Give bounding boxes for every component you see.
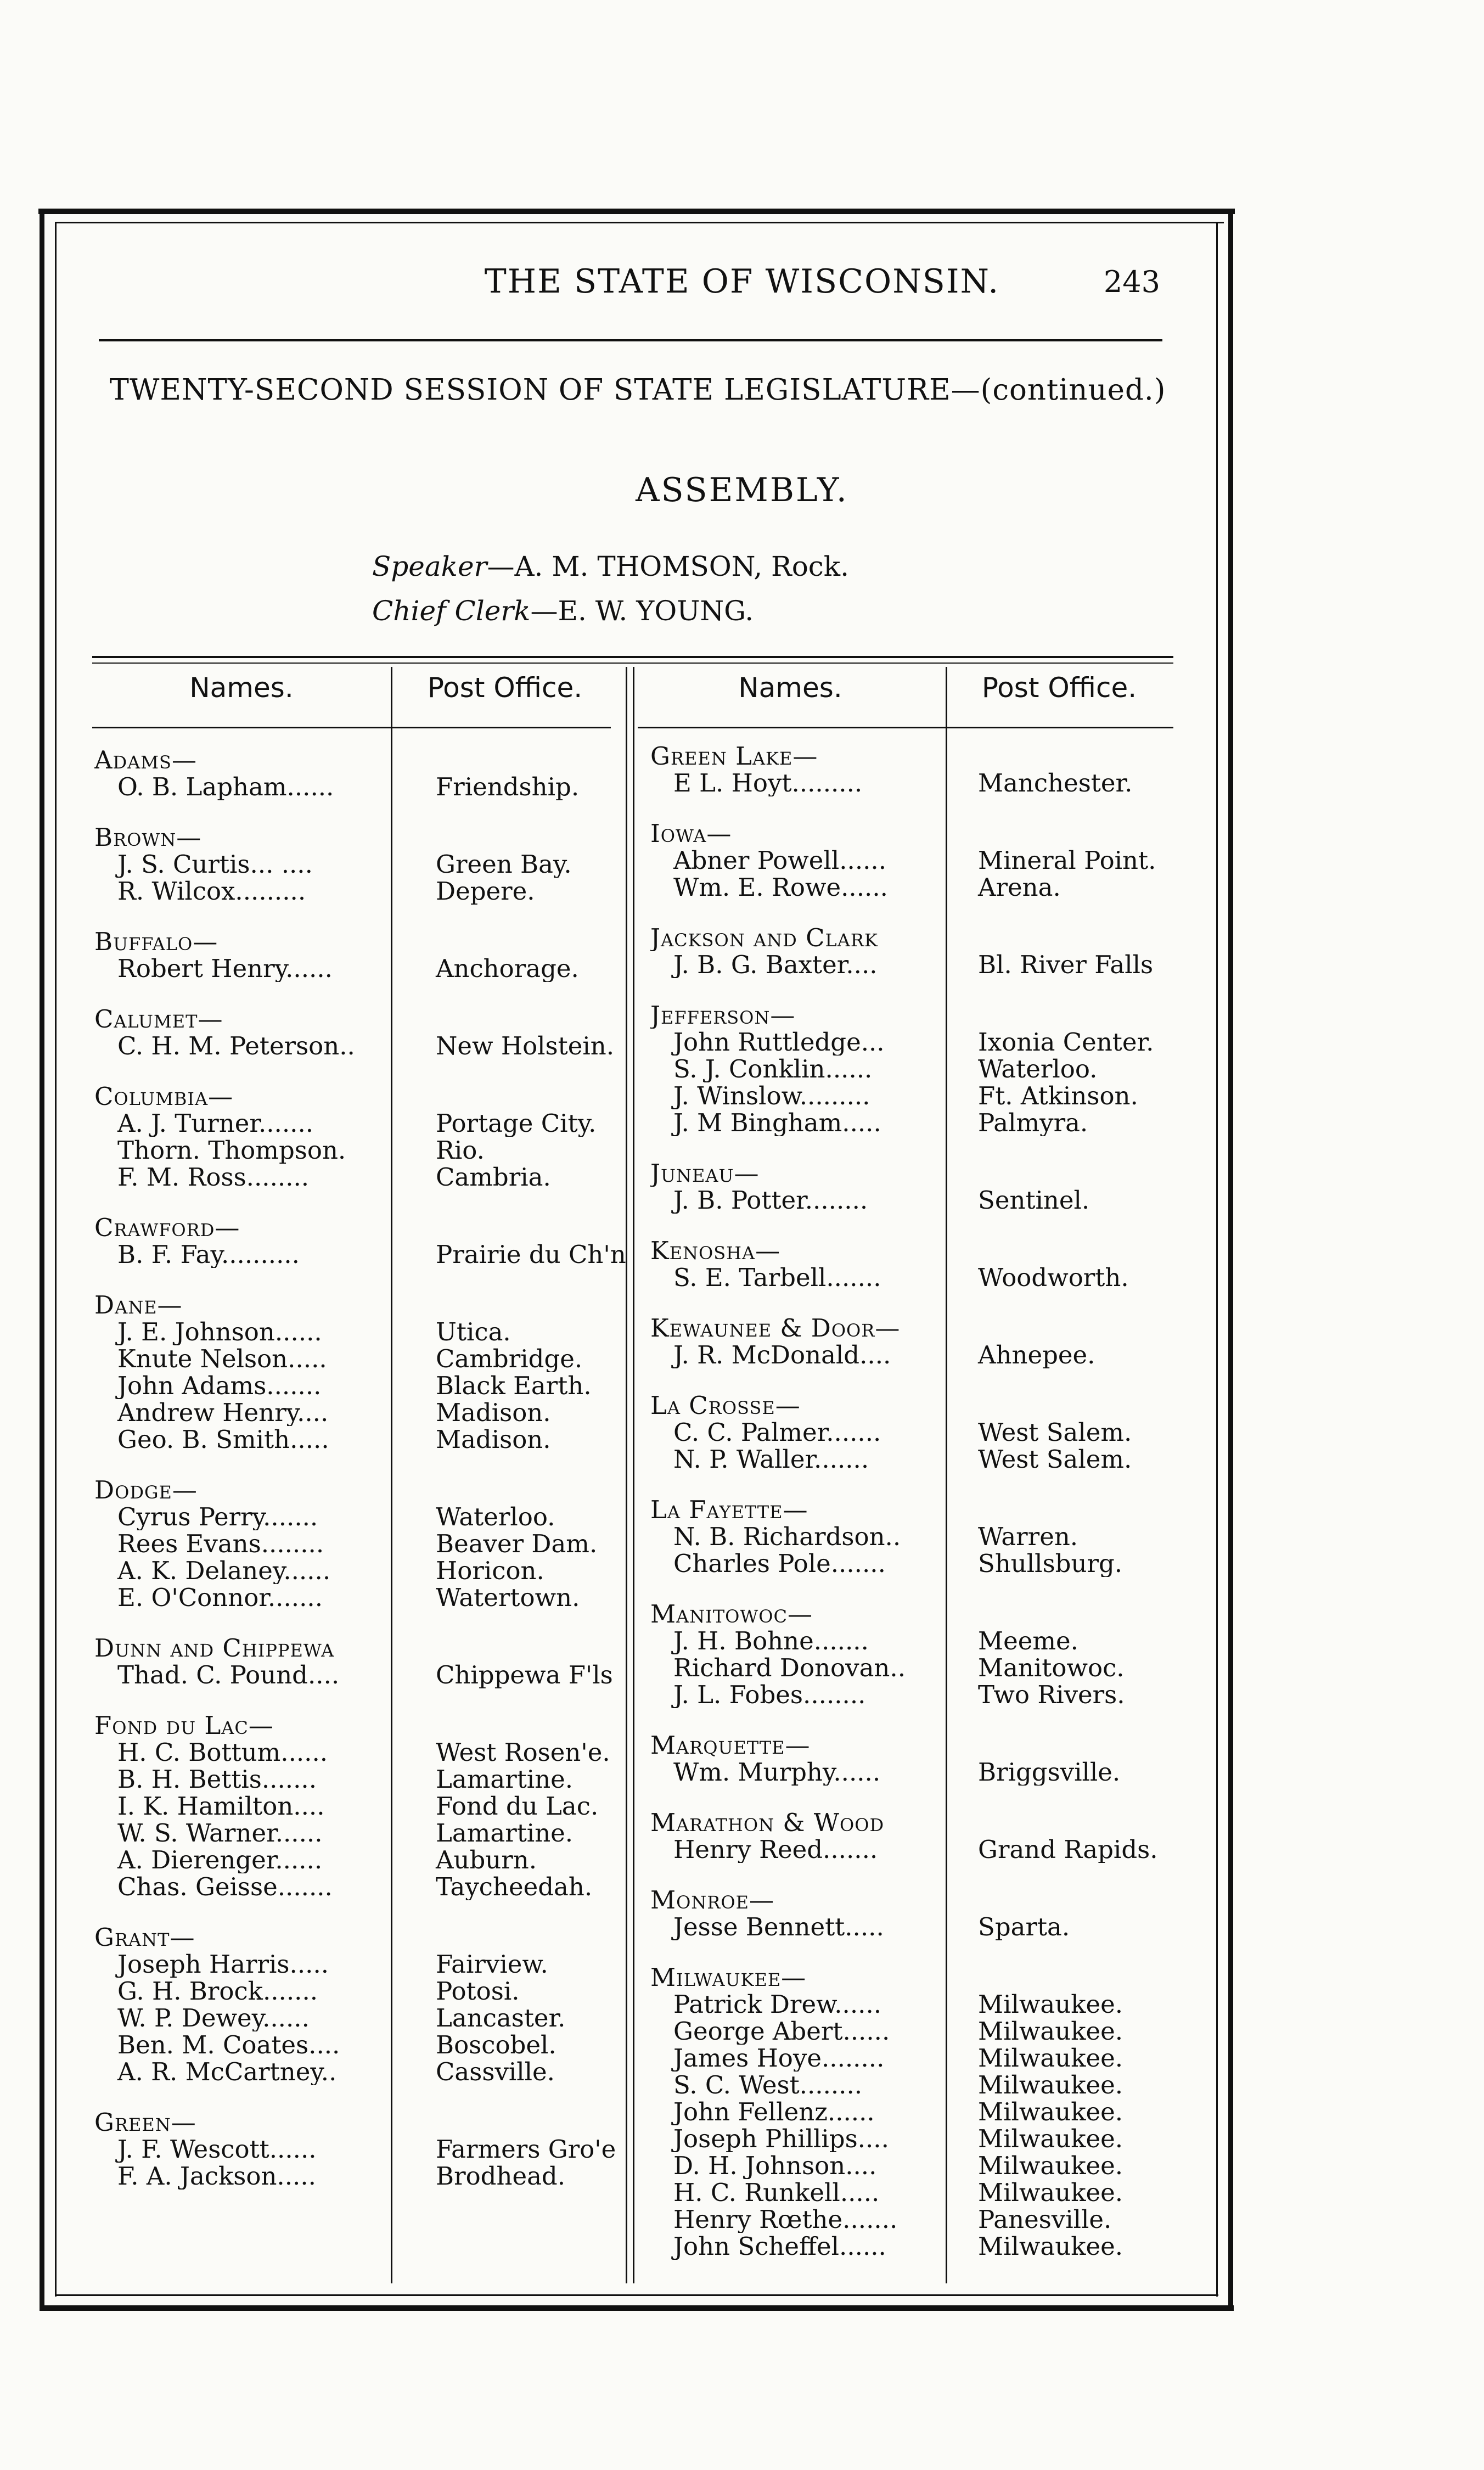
member-name: Wm. E. Rowe...... <box>673 874 888 901</box>
member-row <box>94 2005 672 2031</box>
member-name: Wm. Murphy...... <box>673 1759 881 1786</box>
member-post-office: Waterloo. <box>436 1503 555 1530</box>
group-spacer <box>94 1268 672 1292</box>
county-heading <box>650 1160 1198 1187</box>
group-spacer <box>650 901 1198 924</box>
member-post-office: Shullsburg. <box>978 1550 1123 1577</box>
member-name: N. B. Richardson.. <box>673 1523 901 1550</box>
member-name: Henry Reed....... <box>673 1836 878 1863</box>
member-name: H. C. Bottum...... <box>117 1739 328 1766</box>
member-row <box>650 1029 1198 1056</box>
member-row <box>94 2163 672 2190</box>
page-number: 243 <box>1103 265 1160 299</box>
member-post-office: Manitowoc. <box>978 1654 1125 1681</box>
member-post-office: Watertown. <box>436 1584 580 1611</box>
member-post-office: Milwaukee. <box>978 2098 1123 2125</box>
member-row <box>94 1110 672 1137</box>
member-post-office: Friendship. <box>436 773 580 800</box>
right-header-underline <box>638 727 1173 728</box>
member-name: Andrew Henry.... <box>117 1399 329 1426</box>
member-name: W. P. Dewey...... <box>117 2005 310 2031</box>
county-name: Brown— <box>94 824 202 851</box>
member-name: G. H. Brock....... <box>117 1978 318 2005</box>
member-post-office: Bl. River Falls <box>978 951 1154 978</box>
member-name: John Adams....... <box>117 1372 322 1399</box>
member-name: John Ruttledge... <box>673 1029 885 1056</box>
member-name: D. H. Johnson.... <box>673 2152 877 2179</box>
member-post-office: Two Rivers. <box>978 1681 1125 1708</box>
chief-clerk-line <box>372 595 754 627</box>
member-post-office: Milwaukee. <box>978 2018 1123 2045</box>
left-header-underline <box>92 727 611 728</box>
county-heading <box>94 1477 672 1503</box>
group-spacer <box>94 2085 672 2109</box>
member-name: Chas. Geisse....... <box>117 1873 333 1900</box>
member-row <box>94 1766 672 1793</box>
member-name: Abner Powell...... <box>673 847 887 874</box>
member-row <box>650 2045 1198 2072</box>
county-name: Adams— <box>94 746 197 773</box>
member-row <box>94 1978 672 2005</box>
county-name: Calumet— <box>94 1006 223 1032</box>
chief-clerk-value: —E. W. YOUNG. <box>530 595 754 627</box>
member-name: S. J. Conklin...... <box>673 1056 873 1082</box>
member-name: O. B. Lapham...... <box>117 773 334 800</box>
county-name: Juneau— <box>650 1160 760 1187</box>
county-heading <box>650 1237 1198 1264</box>
member-name: R. Wilcox......... <box>117 878 306 905</box>
county-heading <box>94 824 672 851</box>
frame-left-outer-rule <box>40 209 44 2311</box>
member-post-office: Milwaukee. <box>978 1991 1123 2018</box>
member-row <box>94 1820 672 1846</box>
member-row <box>94 1661 672 1688</box>
member-name: J. B. G. Baxter.... <box>673 951 878 978</box>
speaker-value: —A. M. THOMSON, Rock. <box>487 551 849 582</box>
member-post-office: Palmyra. <box>978 1109 1088 1136</box>
member-post-office: Boscobel. <box>436 2031 556 2058</box>
header-rule <box>99 339 1162 341</box>
group-spacer <box>94 1900 672 1924</box>
member-name: W. S. Warner...... <box>117 1820 323 1846</box>
county-heading <box>650 1002 1198 1029</box>
member-row <box>94 2058 672 2085</box>
member-name: Joseph Harris..... <box>117 1951 329 1978</box>
county-name: Jefferson— <box>650 1002 796 1029</box>
member-row <box>94 1793 672 1820</box>
county-heading <box>650 1964 1198 1991</box>
county-heading <box>650 1315 1198 1341</box>
member-post-office: Madison. <box>436 1426 551 1453</box>
member-name: Cyrus Perry....... <box>117 1503 318 1530</box>
member-name: Joseph Phillips.... <box>673 2125 889 2152</box>
member-post-office: Milwaukee. <box>978 2125 1123 2152</box>
member-row <box>94 1584 672 1611</box>
member-row <box>94 878 672 905</box>
member-row <box>94 1846 672 1873</box>
member-name: J. F. Wescott...... <box>117 2136 317 2163</box>
member-post-office: West Rosen'e. <box>436 1739 610 1766</box>
member-post-office: Milwaukee. <box>978 2233 1123 2260</box>
member-name: J. H. Bohne....... <box>673 1627 869 1654</box>
group-spacer <box>650 1786 1198 1809</box>
county-heading <box>94 1924 672 1951</box>
member-name: A. Dierenger...... <box>117 1846 323 1873</box>
member-name: E L. Hoyt......... <box>673 770 863 796</box>
member-post-office: Portage City. <box>436 1110 597 1137</box>
group-spacer <box>94 1453 672 1477</box>
group-spacer <box>650 1473 1198 1496</box>
member-name: J. B. Potter........ <box>673 1187 868 1214</box>
member-row <box>650 1991 1198 2018</box>
member-post-office: Lancaster. <box>436 2005 566 2031</box>
member-name: George Abert...... <box>673 2018 890 2045</box>
frame-right-inner-rule <box>1216 222 1218 2297</box>
member-row <box>94 1372 672 1399</box>
member-post-office: Rio. <box>436 1137 485 1164</box>
speaker-line <box>372 551 849 582</box>
member-name: J. Winslow......... <box>673 1082 870 1109</box>
member-post-office: Milwaukee. <box>978 2179 1123 2206</box>
county-name: Dunn and Chippewa <box>94 1635 335 1661</box>
county-heading <box>650 1887 1198 1913</box>
member-post-office: West Salem. <box>978 1446 1132 1473</box>
county-name: Crawford— <box>94 1214 240 1241</box>
member-post-office: Horicon. <box>436 1557 544 1584</box>
member-name: A. K. Delaney...... <box>117 1557 331 1584</box>
member-row <box>650 951 1198 978</box>
member-name: J. S. Curtis... .... <box>117 851 313 878</box>
frame-bottom-inner-rule <box>55 2294 1218 2296</box>
member-row <box>650 847 1198 874</box>
member-post-office: Utica. <box>436 1318 511 1345</box>
member-post-office: Ft. Atkinson. <box>978 1082 1138 1109</box>
member-post-office: New Holstein. <box>436 1032 615 1059</box>
member-post-office: Meeme. <box>978 1627 1078 1654</box>
member-row <box>650 2018 1198 2045</box>
member-name: I. K. Hamilton.... <box>117 1793 325 1820</box>
member-row <box>94 1032 672 1059</box>
group-spacer <box>94 1611 672 1635</box>
county-heading <box>94 1292 672 1318</box>
member-name: Geo. B. Smith..... <box>117 1426 329 1453</box>
county-name: La Crosse— <box>650 1392 801 1419</box>
member-name: Robert Henry...... <box>117 955 333 982</box>
county-heading <box>94 928 672 955</box>
member-name: H. C. Runkell..... <box>673 2179 880 2206</box>
member-post-office: Fairview. <box>436 1951 548 1978</box>
county-heading <box>650 1496 1198 1523</box>
member-row <box>650 1056 1198 1082</box>
county-heading <box>94 1006 672 1032</box>
member-row <box>650 2152 1198 2179</box>
county-name: Milwaukee— <box>650 1964 807 1991</box>
member-row <box>650 1341 1198 1368</box>
member-post-office: Beaver Dam. <box>436 1530 598 1557</box>
county-heading <box>650 924 1198 951</box>
member-name: S. C. West........ <box>673 2072 863 2098</box>
member-post-office: West Salem. <box>978 1419 1132 1446</box>
group-spacer <box>650 1708 1198 1732</box>
county-name: Columbia— <box>94 1083 234 1110</box>
right-entries <box>650 743 1198 2260</box>
member-name: J. R. McDonald.... <box>673 1341 891 1368</box>
member-row <box>94 1241 672 1268</box>
left-post-header: Post Office. <box>427 672 583 704</box>
member-name: A. R. McCartney.. <box>117 2058 337 2085</box>
member-name: C. C. Palmer....... <box>673 1419 881 1446</box>
member-row <box>94 1399 672 1426</box>
group-spacer <box>94 982 672 1006</box>
member-row <box>650 1523 1198 1550</box>
member-row <box>650 2206 1198 2233</box>
member-row <box>650 1759 1198 1786</box>
member-post-office: Cambridge. <box>436 1345 583 1372</box>
frame-bottom-rule <box>40 2305 1234 2311</box>
member-name: J. M Bingham..... <box>673 1109 881 1136</box>
member-post-office: Manchester. <box>978 770 1133 796</box>
county-heading <box>94 1635 672 1661</box>
left-names-header: Names. <box>189 672 294 704</box>
member-row <box>94 1557 672 1584</box>
table-top-rule <box>92 656 1173 658</box>
member-name: S. E. Tarbell....... <box>673 1264 881 1291</box>
table-top-rule-2 <box>92 663 1173 664</box>
member-post-office: Sparta. <box>978 1913 1070 1940</box>
county-name: Dodge— <box>94 1477 198 1503</box>
member-post-office: Woodworth. <box>978 1264 1129 1291</box>
member-row <box>650 1913 1198 1940</box>
county-name: Manitowoc— <box>650 1601 813 1627</box>
member-row <box>650 1836 1198 1863</box>
county-name: Marathon & Wood <box>650 1809 885 1836</box>
left-entries <box>94 746 672 2190</box>
county-heading <box>650 1732 1198 1759</box>
member-row <box>650 770 1198 796</box>
member-row <box>94 1318 672 1345</box>
member-name: C. H. M. Peterson.. <box>117 1032 355 1059</box>
member-row <box>650 2179 1198 2206</box>
member-name: Thad. C. Pound.... <box>117 1661 340 1688</box>
group-spacer <box>94 1191 672 1214</box>
member-post-office: Arena. <box>978 874 1061 901</box>
group-spacer <box>650 1368 1198 1392</box>
group-spacer <box>650 1291 1198 1315</box>
member-post-office: Chippewa F'ls <box>436 1661 613 1688</box>
member-name: Charles Pole....... <box>673 1550 886 1577</box>
member-post-office: Cambria. <box>436 1164 551 1191</box>
frame-right-outer-rule <box>1228 209 1233 2311</box>
member-name: Ben. M. Coates.... <box>117 2031 340 2058</box>
member-name: Richard Donovan.. <box>673 1654 906 1681</box>
group-spacer <box>94 905 672 928</box>
member-post-office: Milwaukee. <box>978 2045 1123 2072</box>
county-name: Monroe— <box>650 1887 774 1913</box>
member-post-office: Lamartine. <box>436 1766 574 1793</box>
chief-clerk-label: Chief Clerk <box>372 595 531 627</box>
group-spacer <box>650 978 1198 1002</box>
member-post-office: Grand Rapids. <box>978 1836 1158 1863</box>
member-row <box>94 1503 672 1530</box>
member-name: Patrick Drew...... <box>673 1991 882 2018</box>
member-name: E. O'Connor....... <box>117 1584 323 1611</box>
member-name: A. J. Turner....... <box>117 1110 314 1137</box>
member-name: B. H. Bettis....... <box>117 1766 317 1793</box>
county-name: Fond du Lac— <box>94 1712 274 1739</box>
member-post-office: Sentinel. <box>978 1187 1090 1214</box>
county-name: Green Lake— <box>650 743 818 770</box>
speaker-label: Speaker <box>372 551 487 582</box>
frame-left-inner-rule <box>55 222 57 2297</box>
member-name: John Scheffel...... <box>673 2233 886 2260</box>
member-row <box>94 1345 672 1372</box>
member-row <box>650 1446 1198 1473</box>
county-heading <box>94 1083 672 1110</box>
member-post-office: Cassville. <box>436 2058 555 2085</box>
member-row <box>94 1164 672 1191</box>
group-spacer <box>94 1059 672 1083</box>
member-row <box>94 1530 672 1557</box>
member-name: Knute Nelson..... <box>117 1345 327 1372</box>
county-name: Marquette— <box>650 1732 811 1759</box>
county-name: Grant— <box>94 1924 195 1951</box>
member-post-office: Lamartine. <box>436 1820 574 1846</box>
member-post-office: Panesville. <box>978 2206 1112 2233</box>
frame-top-rule <box>38 209 1235 214</box>
member-post-office: Brodhead. <box>436 2163 566 2190</box>
county-name: Kewaunee & Door— <box>650 1315 901 1341</box>
member-post-office: Madison. <box>436 1399 551 1426</box>
member-row <box>650 2098 1198 2125</box>
right-names-header: Names. <box>738 672 842 704</box>
member-row <box>94 2136 672 2163</box>
member-name: F. A. Jackson..... <box>117 2163 316 2190</box>
member-row <box>94 1873 672 1900</box>
member-post-office: Depere. <box>436 878 535 905</box>
member-row <box>650 1109 1198 1136</box>
member-row <box>94 851 672 878</box>
group-spacer <box>650 1214 1198 1237</box>
member-post-office: Black Earth. <box>436 1372 592 1399</box>
member-post-office: Fond du Lac. <box>436 1793 599 1820</box>
county-heading <box>94 1712 672 1739</box>
county-name: Kenosha— <box>650 1237 781 1264</box>
member-row <box>650 874 1198 901</box>
frame-top-inner-rule <box>55 222 1224 223</box>
county-heading <box>650 743 1198 770</box>
member-row <box>650 2125 1198 2152</box>
county-name: Buffalo— <box>94 928 218 955</box>
member-row <box>650 1082 1198 1109</box>
group-spacer <box>650 1577 1198 1601</box>
member-name: N. P. Waller....... <box>673 1446 869 1473</box>
member-row <box>650 1550 1198 1577</box>
member-name: Henry Rœthe....... <box>673 2206 898 2233</box>
member-post-office: Briggsville. <box>978 1759 1121 1786</box>
member-post-office: Potosi. <box>436 1978 520 2005</box>
member-row <box>94 1739 672 1766</box>
member-row <box>650 1187 1198 1214</box>
group-spacer <box>94 800 672 824</box>
member-post-office: Taycheedah. <box>436 1873 593 1900</box>
county-heading <box>94 1214 672 1241</box>
county-name: La Fayette— <box>650 1496 808 1523</box>
member-name: Rees Evans........ <box>117 1530 324 1557</box>
member-row <box>94 1137 672 1164</box>
county-heading <box>650 1809 1198 1836</box>
member-name: F. M. Ross........ <box>117 1164 310 1191</box>
county-heading <box>650 1601 1198 1627</box>
group-spacer <box>650 1863 1198 1887</box>
county-name: Green— <box>94 2109 196 2136</box>
member-name: James Hoye........ <box>673 2045 885 2072</box>
member-name: B. F. Fay.......... <box>117 1241 300 1268</box>
member-row <box>94 2031 672 2058</box>
member-name: Jesse Bennett..... <box>673 1913 884 1940</box>
county-heading <box>94 746 672 773</box>
right-post-header: Post Office. <box>981 672 1137 704</box>
member-post-office: Ixonia Center. <box>978 1029 1154 1056</box>
member-post-office: Anchorage. <box>436 955 579 982</box>
session-title: TWENTY-SECOND SESSION OF STATE LEGISLATURE—(continued.) <box>109 373 1166 407</box>
county-name: Jackson and Clark <box>650 924 878 951</box>
member-row <box>94 773 672 800</box>
group-spacer <box>650 796 1198 820</box>
member-post-office: Auburn. <box>436 1846 537 1873</box>
county-name: Iowa— <box>650 820 732 847</box>
member-row <box>650 1627 1198 1654</box>
section-title: ASSEMBLY. <box>636 471 848 509</box>
member-post-office: Mineral Point. <box>978 847 1156 874</box>
member-post-office: Waterloo. <box>978 1056 1098 1082</box>
member-row <box>94 955 672 982</box>
member-name: Thorn. Thompson. <box>117 1137 346 1164</box>
group-spacer <box>650 1136 1198 1160</box>
member-post-office: Warren. <box>978 1523 1078 1550</box>
member-post-office: Ahnepee. <box>978 1341 1095 1368</box>
member-row <box>94 1426 672 1453</box>
member-row <box>650 1419 1198 1446</box>
member-row <box>650 1681 1198 1708</box>
group-spacer <box>650 1940 1198 1964</box>
county-heading <box>650 820 1198 847</box>
county-heading <box>650 1392 1198 1419</box>
page-running-title: THE STATE OF WISCONSIN. <box>484 262 1000 301</box>
member-post-office: Milwaukee. <box>978 2072 1123 2098</box>
member-post-office: Farmers Gro'e <box>436 2136 616 2163</box>
member-post-office: Prairie du Ch'n <box>436 1241 626 1268</box>
member-name: J. L. Fobes........ <box>673 1681 866 1708</box>
member-row <box>650 2233 1198 2260</box>
member-row <box>650 1654 1198 1681</box>
county-heading <box>94 2109 672 2136</box>
member-row <box>94 1951 672 1978</box>
member-row <box>650 1264 1198 1291</box>
member-post-office: Green Bay. <box>436 851 572 878</box>
group-spacer <box>94 1688 672 1712</box>
county-name: Dane— <box>94 1292 183 1318</box>
member-name: J. E. Johnson...... <box>117 1318 322 1345</box>
member-row <box>650 2072 1198 2098</box>
member-post-office: Milwaukee. <box>978 2152 1123 2179</box>
member-name: John Fellenz...... <box>673 2098 875 2125</box>
